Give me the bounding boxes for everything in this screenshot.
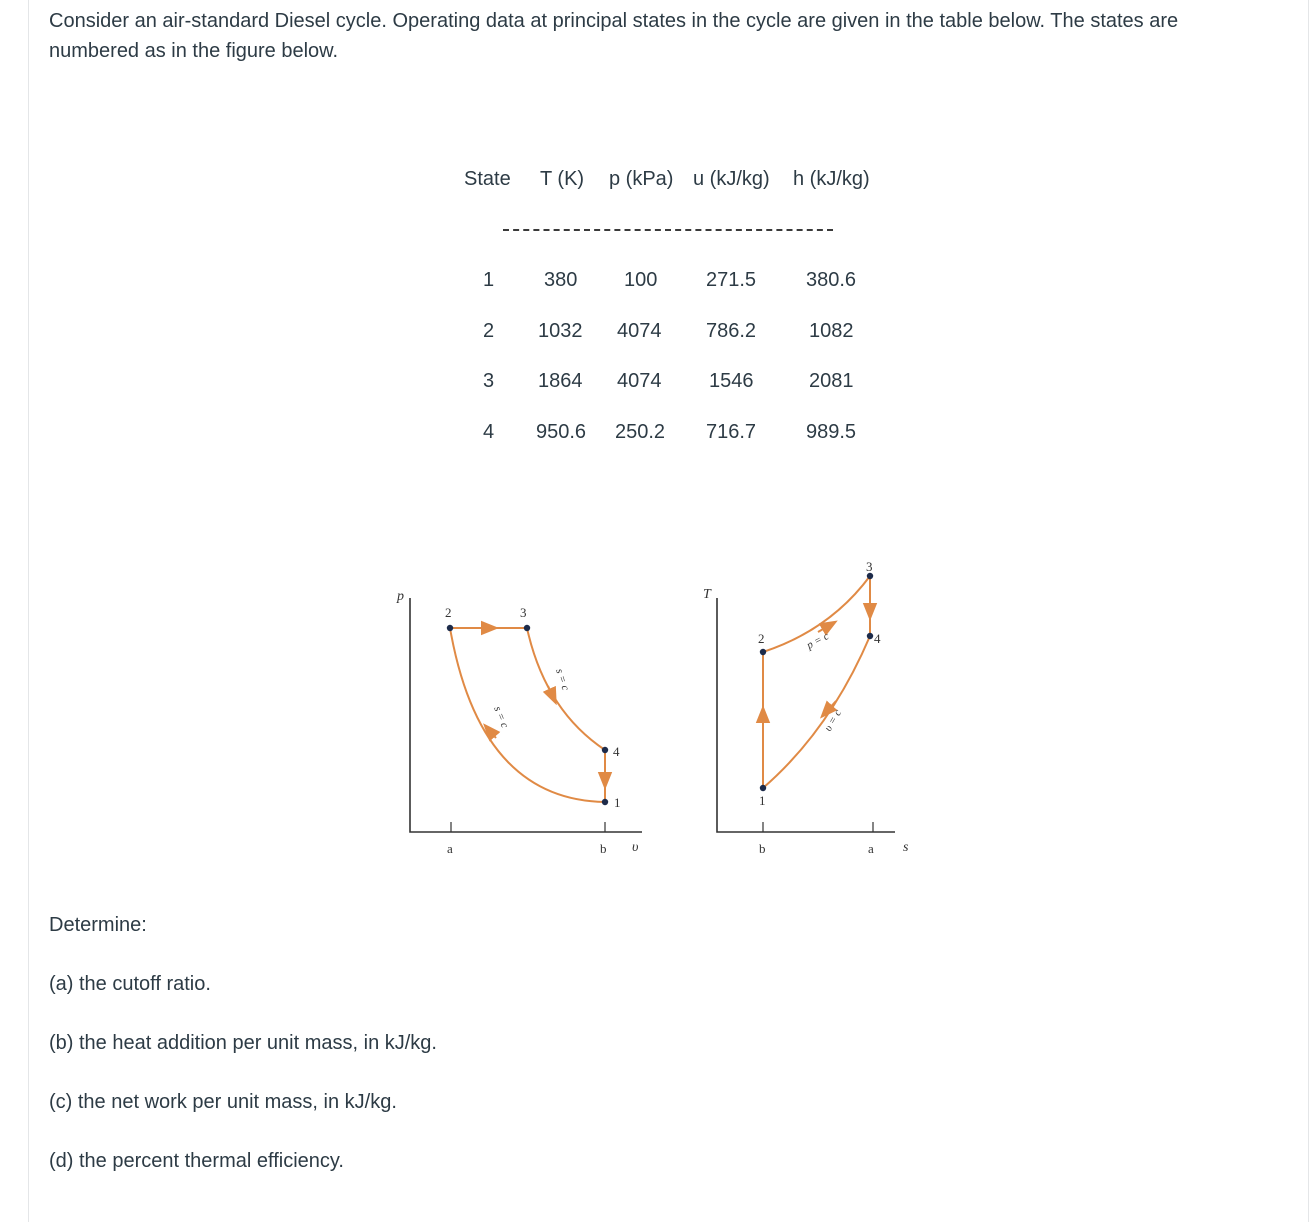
pv-axes [410, 598, 642, 832]
cell-pressure: 100 [624, 269, 658, 291]
header-enthalpy: h (kJ/kg) [793, 168, 870, 190]
ts-state-4-label: 4 [874, 631, 881, 646]
pv-state-1-label: 1 [614, 795, 621, 810]
pv-state-3-dot [524, 625, 530, 631]
determine-heading: Determine: [49, 914, 147, 936]
pv-isentropic-label-compression: s = c [491, 704, 511, 730]
ts-tick-b-label: b [759, 841, 766, 856]
ts-x-axis-label: s [903, 840, 909, 855]
header-state: State [464, 168, 511, 190]
pv-state-1-dot [602, 799, 608, 805]
pv-y-axis-label: p [397, 589, 404, 604]
ts-tick-a-label: a [868, 841, 874, 856]
cell-state: 4 [483, 421, 495, 443]
cell-internal-energy: 271.5 [706, 269, 757, 291]
pv-state-4-dot [602, 747, 608, 753]
pv-state-4-label: 4 [613, 744, 620, 759]
cell-enthalpy: 380.6 [806, 269, 857, 291]
cell-state: 1 [483, 269, 495, 291]
cell-temperature: 950.6 [536, 421, 587, 443]
pv-state-2-label: 2 [445, 605, 452, 620]
cell-temperature: 380 [544, 269, 578, 291]
cell-internal-energy: 1546 [709, 370, 754, 392]
ts-state-4-dot [867, 633, 873, 639]
cell-temperature: 1864 [538, 370, 583, 392]
header-temperature: T (K) [540, 168, 585, 190]
cell-enthalpy: 2081 [809, 370, 854, 392]
cell-pressure: 4074 [617, 370, 662, 392]
pv-state-3-label: 3 [520, 605, 527, 620]
pv-isentropic-label-expansion: s = c [553, 667, 572, 692]
ts-process-4-1 [763, 636, 870, 788]
ts-state-1-label: 1 [759, 793, 766, 808]
cell-pressure: 4074 [617, 320, 662, 342]
question-a: (a) the cutoff ratio. [49, 973, 211, 995]
question-d: (d) the percent thermal efficiency. [49, 1150, 344, 1172]
pv-tick-b-label: b [600, 841, 607, 856]
pv-diagram [396, 589, 642, 856]
pv-process-1-2 [450, 628, 605, 802]
ts-constant-volume-label: υ = c [822, 707, 845, 734]
pv-tick-a-label: a [447, 841, 453, 856]
cell-enthalpy: 989.5 [806, 421, 857, 443]
ts-state-1-dot [760, 785, 766, 791]
cell-internal-energy: 786.2 [706, 320, 757, 342]
cell-internal-energy: 716.7 [706, 421, 757, 443]
header-pressure: p (kPa) [609, 168, 674, 190]
cell-temperature: 1032 [538, 320, 583, 342]
ts-y-axis-label: T [703, 587, 711, 602]
ts-state-2-dot [760, 649, 766, 655]
cell-state: 3 [483, 370, 495, 392]
ts-constant-pressure-label: p = c [804, 630, 831, 652]
ts-state-2-label: 2 [758, 631, 765, 646]
pv-arrow-3-4 [548, 686, 553, 697]
ts-diagram [703, 559, 909, 856]
header-internal-energy: u (kJ/kg) [693, 168, 770, 190]
cell-enthalpy: 1082 [809, 320, 854, 342]
question-b: (b) the heat addition per unit mass, in kJ/kg. [49, 1032, 437, 1054]
question-c: (c) the net work per unit mass, in kJ/kg. [49, 1091, 397, 1113]
pv-state-2-dot [447, 625, 453, 631]
problem-intro: Consider an air-standard Diesel cycle. Operating data at principal states in the cycle are given in the table below. The states are numbered as in the figure below. [49, 10, 1179, 62]
cell-state: 2 [483, 320, 495, 342]
cell-pressure: 250.2 [615, 421, 666, 443]
pv-x-axis-label: υ [632, 840, 639, 855]
ts-state-3-label: 3 [866, 559, 873, 574]
pv-arrow-1-2 [489, 730, 496, 738]
